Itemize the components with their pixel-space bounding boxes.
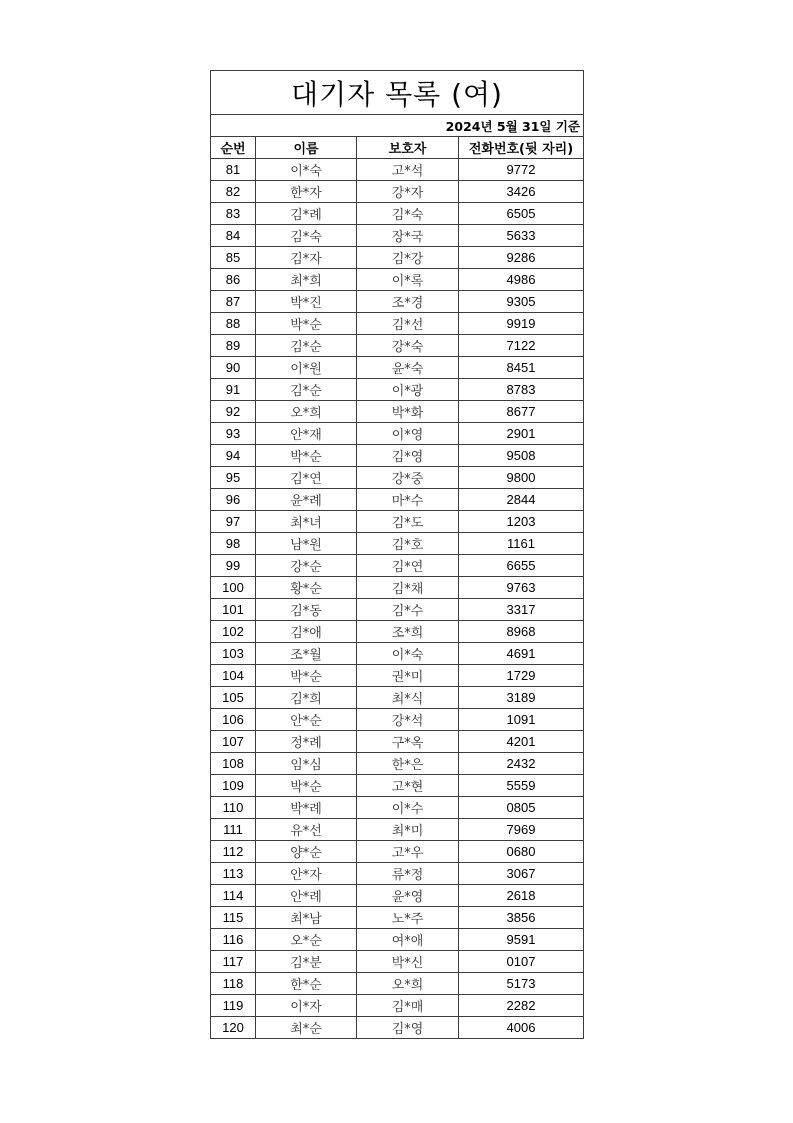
row-name: 윤*례 bbox=[256, 489, 357, 511]
row-name: 김*순 bbox=[256, 379, 357, 401]
header-row bbox=[211, 137, 584, 159]
table-row bbox=[211, 885, 584, 907]
row-name: 정*례 bbox=[256, 731, 357, 753]
row-guardian: 노*주 bbox=[357, 907, 459, 929]
row-guardian: 김*도 bbox=[357, 511, 459, 533]
row-name: 한*순 bbox=[256, 973, 357, 995]
table-row bbox=[211, 621, 584, 643]
row-phone: 0805 bbox=[459, 797, 584, 819]
row-name: 유*선 bbox=[256, 819, 357, 841]
row-phone: 5173 bbox=[459, 973, 584, 995]
row-name: 남*원 bbox=[256, 533, 357, 555]
row-guardian: 강*자 bbox=[357, 181, 459, 203]
table-row bbox=[211, 973, 584, 995]
row-name: 김*분 bbox=[256, 951, 357, 973]
row-phone: 2901 bbox=[459, 423, 584, 445]
row-guardian: 최*미 bbox=[357, 819, 459, 841]
row-guardian: 오*희 bbox=[357, 973, 459, 995]
row-name: 오*희 bbox=[256, 401, 357, 423]
row-name: 최*순 bbox=[256, 1017, 357, 1039]
row-name: 박*순 bbox=[256, 665, 357, 687]
table-row bbox=[211, 665, 584, 687]
row-guardian: 류*정 bbox=[357, 863, 459, 885]
row-guardian: 최*식 bbox=[357, 687, 459, 709]
row-phone: 7969 bbox=[459, 819, 584, 841]
row-guardian: 이*광 bbox=[357, 379, 459, 401]
row-phone: 9772 bbox=[459, 159, 584, 181]
row-guardian: 김*수 bbox=[357, 599, 459, 621]
row-guardian: 마*수 bbox=[357, 489, 459, 511]
row-phone: 9591 bbox=[459, 929, 584, 951]
row-number: 113 bbox=[211, 863, 256, 885]
row-phone: 4006 bbox=[459, 1017, 584, 1039]
row-guardian: 고*석 bbox=[357, 159, 459, 181]
row-name: 최*남 bbox=[256, 907, 357, 929]
table-row bbox=[211, 775, 584, 797]
row-number: 118 bbox=[211, 973, 256, 995]
row-name: 황*순 bbox=[256, 577, 357, 599]
row-phone: 1729 bbox=[459, 665, 584, 687]
row-number: 107 bbox=[211, 731, 256, 753]
row-guardian: 조*경 bbox=[357, 291, 459, 313]
row-phone: 8783 bbox=[459, 379, 584, 401]
table-row bbox=[211, 995, 584, 1017]
row-phone: 8968 bbox=[459, 621, 584, 643]
row-number: 93 bbox=[211, 423, 256, 445]
row-name: 이*원 bbox=[256, 357, 357, 379]
row-number: 83 bbox=[211, 203, 256, 225]
row-guardian: 구*옥 bbox=[357, 731, 459, 753]
table-row bbox=[211, 599, 584, 621]
row-phone: 1091 bbox=[459, 709, 584, 731]
row-phone: 3317 bbox=[459, 599, 584, 621]
row-phone: 7122 bbox=[459, 335, 584, 357]
row-number: 110 bbox=[211, 797, 256, 819]
column-header-guardian: 보호자 bbox=[357, 137, 459, 159]
table-row bbox=[211, 247, 584, 269]
row-phone: 9800 bbox=[459, 467, 584, 489]
row-number: 106 bbox=[211, 709, 256, 731]
row-number: 119 bbox=[211, 995, 256, 1017]
row-number: 86 bbox=[211, 269, 256, 291]
waitlist-table bbox=[210, 70, 584, 1039]
table-row bbox=[211, 1017, 584, 1039]
row-number: 84 bbox=[211, 225, 256, 247]
row-phone: 9763 bbox=[459, 577, 584, 599]
row-phone: 4691 bbox=[459, 643, 584, 665]
table-row bbox=[211, 401, 584, 423]
row-name: 김*애 bbox=[256, 621, 357, 643]
row-number: 104 bbox=[211, 665, 256, 687]
row-number: 96 bbox=[211, 489, 256, 511]
row-name: 양*순 bbox=[256, 841, 357, 863]
table-row bbox=[211, 863, 584, 885]
row-phone: 9305 bbox=[459, 291, 584, 313]
row-phone: 5633 bbox=[459, 225, 584, 247]
table-row bbox=[211, 181, 584, 203]
as-of-date: 2024년 5월 31일 기준 bbox=[211, 115, 584, 137]
row-guardian: 박*화 bbox=[357, 401, 459, 423]
row-name: 안*례 bbox=[256, 885, 357, 907]
row-phone: 3426 bbox=[459, 181, 584, 203]
row-phone: 9508 bbox=[459, 445, 584, 467]
row-guardian: 김*강 bbox=[357, 247, 459, 269]
row-phone: 8451 bbox=[459, 357, 584, 379]
row-number: 120 bbox=[211, 1017, 256, 1039]
table-row bbox=[211, 841, 584, 863]
row-name: 김*연 bbox=[256, 467, 357, 489]
table-row bbox=[211, 489, 584, 511]
row-number: 89 bbox=[211, 335, 256, 357]
row-name: 김*순 bbox=[256, 335, 357, 357]
row-phone: 2844 bbox=[459, 489, 584, 511]
row-guardian: 김*선 bbox=[357, 313, 459, 335]
row-guardian: 김*연 bbox=[357, 555, 459, 577]
row-guardian: 김*매 bbox=[357, 995, 459, 1017]
table-row bbox=[211, 225, 584, 247]
row-name: 김*동 bbox=[256, 599, 357, 621]
row-number: 111 bbox=[211, 819, 256, 841]
row-name: 강*순 bbox=[256, 555, 357, 577]
table-row bbox=[211, 291, 584, 313]
row-guardian: 이*수 bbox=[357, 797, 459, 819]
row-phone: 8677 bbox=[459, 401, 584, 423]
table-row bbox=[211, 335, 584, 357]
row-number: 103 bbox=[211, 643, 256, 665]
table-row bbox=[211, 313, 584, 335]
row-name: 박*진 bbox=[256, 291, 357, 313]
table-row bbox=[211, 357, 584, 379]
table-row bbox=[211, 467, 584, 489]
row-number: 101 bbox=[211, 599, 256, 621]
row-phone: 2432 bbox=[459, 753, 584, 775]
row-phone: 2618 bbox=[459, 885, 584, 907]
row-number: 108 bbox=[211, 753, 256, 775]
row-number: 99 bbox=[211, 555, 256, 577]
table-row bbox=[211, 379, 584, 401]
table-row bbox=[211, 533, 584, 555]
row-name: 안*재 bbox=[256, 423, 357, 445]
row-phone: 4201 bbox=[459, 731, 584, 753]
row-number: 100 bbox=[211, 577, 256, 599]
row-phone: 3856 bbox=[459, 907, 584, 929]
row-guardian: 이*영 bbox=[357, 423, 459, 445]
row-name: 김*자 bbox=[256, 247, 357, 269]
row-name: 박*례 bbox=[256, 797, 357, 819]
table-row bbox=[211, 951, 584, 973]
row-number: 94 bbox=[211, 445, 256, 467]
row-name: 한*자 bbox=[256, 181, 357, 203]
row-number: 112 bbox=[211, 841, 256, 863]
table-row bbox=[211, 423, 584, 445]
table-row bbox=[211, 577, 584, 599]
row-phone: 5559 bbox=[459, 775, 584, 797]
row-phone: 2282 bbox=[459, 995, 584, 1017]
table-row bbox=[211, 929, 584, 951]
table-row bbox=[211, 159, 584, 181]
row-number: 114 bbox=[211, 885, 256, 907]
row-guardian: 김*채 bbox=[357, 577, 459, 599]
row-number: 87 bbox=[211, 291, 256, 313]
row-number: 85 bbox=[211, 247, 256, 269]
row-number: 102 bbox=[211, 621, 256, 643]
row-phone: 0107 bbox=[459, 951, 584, 973]
row-guardian: 김*영 bbox=[357, 1017, 459, 1039]
row-number: 81 bbox=[211, 159, 256, 181]
row-phone: 6655 bbox=[459, 555, 584, 577]
table-row bbox=[211, 731, 584, 753]
row-guardian: 이*록 bbox=[357, 269, 459, 291]
row-number: 109 bbox=[211, 775, 256, 797]
row-number: 117 bbox=[211, 951, 256, 973]
row-number: 116 bbox=[211, 929, 256, 951]
row-guardian: 강*중 bbox=[357, 467, 459, 489]
row-number: 98 bbox=[211, 533, 256, 555]
row-name: 이*자 bbox=[256, 995, 357, 1017]
document-title: 대기자 목록 (여) bbox=[211, 71, 584, 115]
row-name: 박*순 bbox=[256, 445, 357, 467]
table-row bbox=[211, 709, 584, 731]
row-name: 김*례 bbox=[256, 203, 357, 225]
table-row bbox=[211, 687, 584, 709]
table-row bbox=[211, 445, 584, 467]
table-row bbox=[211, 907, 584, 929]
row-guardian: 강*석 bbox=[357, 709, 459, 731]
row-name: 이*숙 bbox=[256, 159, 357, 181]
row-phone: 9919 bbox=[459, 313, 584, 335]
title-row bbox=[211, 71, 584, 115]
row-phone: 9286 bbox=[459, 247, 584, 269]
row-name: 김*숙 bbox=[256, 225, 357, 247]
row-guardian: 고*우 bbox=[357, 841, 459, 863]
row-guardian: 박*신 bbox=[357, 951, 459, 973]
row-name: 최*녀 bbox=[256, 511, 357, 533]
row-name: 박*순 bbox=[256, 313, 357, 335]
table-row bbox=[211, 753, 584, 775]
row-guardian: 권*미 bbox=[357, 665, 459, 687]
row-guardian: 김*호 bbox=[357, 533, 459, 555]
table-row bbox=[211, 555, 584, 577]
row-number: 115 bbox=[211, 907, 256, 929]
row-number: 97 bbox=[211, 511, 256, 533]
table-row bbox=[211, 643, 584, 665]
row-guardian: 여*애 bbox=[357, 929, 459, 951]
row-number: 90 bbox=[211, 357, 256, 379]
row-number: 88 bbox=[211, 313, 256, 335]
row-guardian: 장*국 bbox=[357, 225, 459, 247]
column-header-phone: 전화번호(뒷 자리) bbox=[459, 137, 584, 159]
row-guardian: 이*숙 bbox=[357, 643, 459, 665]
table-row bbox=[211, 797, 584, 819]
row-guardian: 강*숙 bbox=[357, 335, 459, 357]
row-guardian: 한*은 bbox=[357, 753, 459, 775]
row-name: 임*심 bbox=[256, 753, 357, 775]
row-name: 안*자 bbox=[256, 863, 357, 885]
row-number: 92 bbox=[211, 401, 256, 423]
row-phone: 1203 bbox=[459, 511, 584, 533]
table-row bbox=[211, 203, 584, 225]
column-header-no: 순번 bbox=[211, 137, 256, 159]
row-name: 오*순 bbox=[256, 929, 357, 951]
row-guardian: 윤*숙 bbox=[357, 357, 459, 379]
row-number: 105 bbox=[211, 687, 256, 709]
row-phone: 3189 bbox=[459, 687, 584, 709]
row-name: 김*희 bbox=[256, 687, 357, 709]
row-guardian: 김*영 bbox=[357, 445, 459, 467]
row-guardian: 윤*영 bbox=[357, 885, 459, 907]
row-guardian: 김*숙 bbox=[357, 203, 459, 225]
table-row bbox=[211, 511, 584, 533]
row-phone: 0680 bbox=[459, 841, 584, 863]
row-name: 박*순 bbox=[256, 775, 357, 797]
row-name: 최*희 bbox=[256, 269, 357, 291]
date-row bbox=[211, 115, 584, 137]
row-phone: 6505 bbox=[459, 203, 584, 225]
row-guardian: 고*현 bbox=[357, 775, 459, 797]
table-row bbox=[211, 269, 584, 291]
row-name: 안*순 bbox=[256, 709, 357, 731]
row-name: 조*월 bbox=[256, 643, 357, 665]
row-phone: 3067 bbox=[459, 863, 584, 885]
table-row bbox=[211, 819, 584, 841]
column-header-name: 이름 bbox=[256, 137, 357, 159]
row-number: 82 bbox=[211, 181, 256, 203]
row-number: 91 bbox=[211, 379, 256, 401]
row-phone: 4986 bbox=[459, 269, 584, 291]
row-guardian: 조*희 bbox=[357, 621, 459, 643]
row-number: 95 bbox=[211, 467, 256, 489]
row-phone: 1161 bbox=[459, 533, 584, 555]
